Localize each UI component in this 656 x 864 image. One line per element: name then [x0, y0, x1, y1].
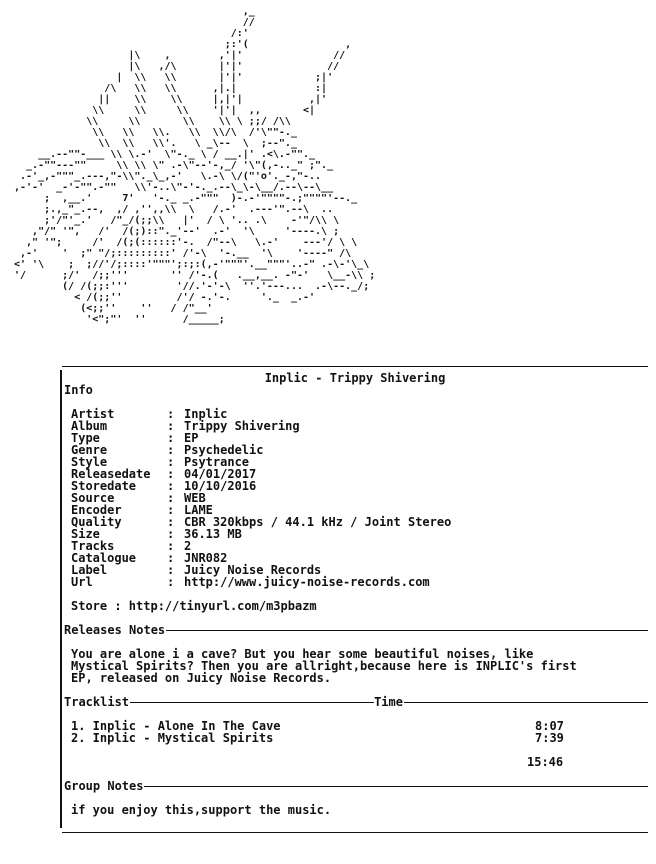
info-field-key: Storedate	[71, 479, 137, 493]
group-notes-rule	[144, 786, 648, 787]
info-field-value: CBR 320kbps / 44.1 kHz / Joint Stereo	[184, 515, 452, 529]
info-field-separator: :	[167, 479, 175, 493]
info-field-key: Quality	[71, 515, 122, 529]
info-field-value: 10/10/2016	[184, 479, 257, 493]
info-field-value: 04/01/2017	[184, 467, 257, 481]
info-field-value: WEB	[184, 491, 206, 505]
track-row-time: 7:39	[535, 731, 564, 745]
release-title: Inplic - Trippy Shivering	[264, 371, 446, 385]
info-field-key: Catalogue	[71, 551, 137, 565]
track-row-label: 1. Inplic - Alone In The Cave	[71, 719, 281, 733]
info-field-separator: :	[167, 443, 175, 457]
info-field-separator: :	[167, 455, 175, 469]
info-field-key: Label	[71, 563, 108, 577]
ascii-art-logo: ,_ // /:' ;:'( , |\ , ,'|' // |\ ,/\ |'|' // | \\ \\ |'|' ;|' /\ \\ \\ ,|.| :| || \\ \\ |,|'| ,|' \\ \\ \\ '|'| ,, <| \\ \\ \\ \\ \ ;;/ /\\ \\ \\ \\. \\ \\/\ /'\""-._ \\ \\ \\'. \ _\-- \ ;--"._ __.--""-___ \\ \.-' \"-._ \ / __.|' .<\.-""._ _.-""---"" \\ \\ \" .-\"--'-,_/ '\"(,-.._" ;"._ .-'_,-"""_.---,"-\\"._\_,-' \.-\ \/("'o'._-,"-.. ,-'-' _-'-"".-"" \\'-..\"-'-._.--\_\-\__/.--\--\__ ; ,__.' 7' '-._ _.-""" )-.-'""""-.;""""'--._ ;.,_"_.--, ,/ ,'',,\\ \ /.-' .---'".--\ .. ;'/"'_.' /"_/(;;\\ |' / \ '.. .\ -'"/\\ \ ,"/" '", /' /(;)::"._'--' .-' '\ '----.\ ; ," '"; /' /(;(::::::'-. /"--\ \.-' ---'/ \ \ ,-' ' ;" "/;:::::::::' /'-\ '-.__ '\ '----" /\ <' '\ ; ;//'/;::::'"""';:;:(,-'"""'.__"""'..-" .-\-'\_\ '/ ;/' /;;''' '' /'-.( .__,__. -"-' \__-\\ ; (/ /(;;:''' '//.'-'-\ ''.'---... .-\--._/; < /(;;'' /'/ -.'-. '._ _.-' (<;;'' '' / /"__' '<";"' '' /_____;	[14, 6, 376, 325]
tracklist-heading	[64, 695, 648, 709]
tracklist-heading-label: Tracklist	[64, 695, 130, 709]
info-field-separator: :	[167, 491, 175, 505]
group-notes-heading-label: Group Notes	[64, 779, 144, 793]
track-row-time: 8:07	[535, 719, 564, 733]
time-heading-label: Time	[374, 695, 403, 709]
info-field-value: EP	[184, 431, 199, 445]
frame-left-rule	[60, 370, 62, 828]
info-heading-label: Info	[64, 383, 93, 397]
info-field-key: Style	[71, 455, 108, 469]
info-field-separator: :	[167, 503, 175, 517]
info-field-key: Artist	[71, 407, 115, 421]
info-field-value: Inplic	[184, 407, 228, 421]
info-field-key: Source	[71, 491, 115, 505]
info-field-value: Psytrance	[184, 455, 250, 469]
info-field-key: Album	[71, 419, 108, 433]
info-field-separator: :	[167, 563, 175, 577]
info-field-separator: :	[167, 551, 175, 565]
info-field-row	[71, 576, 430, 588]
info-field-separator: :	[167, 419, 175, 433]
info-field-key: Tracks	[71, 539, 115, 553]
release-notes-heading	[64, 623, 648, 637]
group-notes-heading	[64, 779, 648, 793]
time-rule	[404, 702, 648, 703]
info-field-separator: :	[167, 527, 175, 541]
total-time: 15:46	[527, 755, 564, 769]
info-field-url-link[interactable]: http://www.juicy-noise-records.com	[184, 575, 430, 589]
group-notes-line: if you enjoy this,support the music.	[71, 803, 332, 817]
tracklist-rule	[130, 702, 374, 703]
info-field-value: 36.13 MB	[184, 527, 242, 541]
info-field-row	[71, 516, 451, 528]
info-field-separator: :	[167, 539, 175, 553]
info-field-separator: :	[167, 431, 175, 445]
store-link[interactable]: Store : http://tinyurl.com/m3pbazm	[71, 599, 317, 613]
track-row-label: 2. Inplic - Mystical Spirits	[71, 731, 274, 745]
frame-top-rule	[62, 366, 648, 367]
info-field-value: Trippy Shivering	[184, 419, 300, 433]
info-section-heading	[64, 383, 648, 397]
frame-bottom-rule	[62, 832, 648, 833]
info-field-value: Psychedelic	[184, 443, 264, 457]
info-field-separator: :	[167, 515, 175, 529]
release-notes-line: Mystical Spirits? Then you are allright,because here is INPLIC's first	[71, 659, 577, 673]
release-notes-line: You are alone i a cave? But you hear some beautiful noises, like	[71, 647, 534, 661]
info-field-separator: :	[167, 407, 175, 421]
release-notes-line: EP, released on Juicy Noise Records.	[71, 671, 332, 685]
info-field-value: JNR082	[184, 551, 228, 565]
info-field-key: Url	[71, 575, 93, 589]
info-field-separator: :	[167, 575, 175, 589]
info-field-value: LAME	[184, 503, 213, 517]
info-field-key: Type	[71, 431, 100, 445]
info-field-value: Juicy Noise Records	[184, 563, 322, 577]
info-field-key: Releasedate	[71, 467, 151, 481]
info-field-key: Size	[71, 527, 100, 541]
info-field-key: Genre	[71, 443, 108, 457]
release-notes-heading-label: Releases Notes	[64, 623, 166, 637]
info-field-separator: :	[167, 467, 175, 481]
info-field-key: Encoder	[71, 503, 122, 517]
release-notes-rule	[166, 630, 648, 631]
info-field-value: 2	[184, 539, 192, 553]
